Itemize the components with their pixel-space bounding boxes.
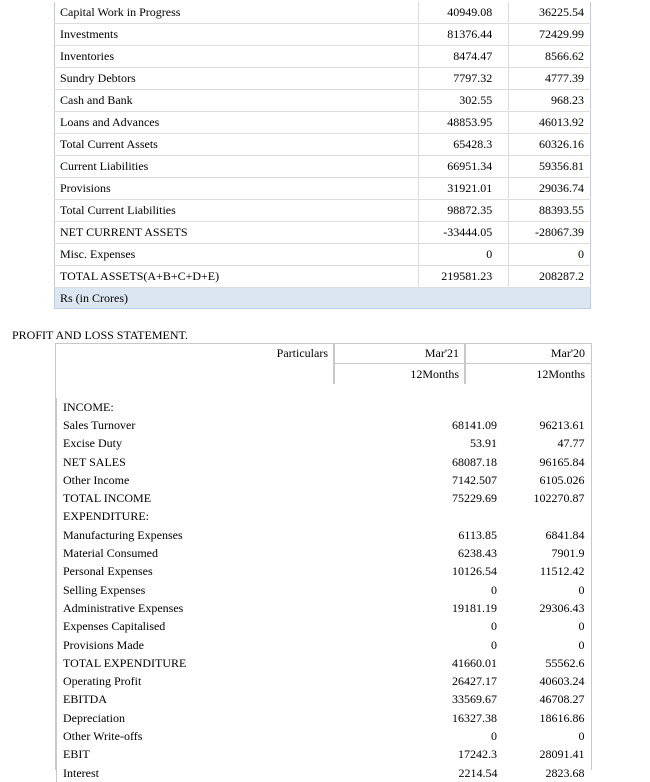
row-value-col1: 0 [490, 582, 497, 597]
row-label: Capital Work in Progress [55, 2, 419, 24]
row-value-col1: 8474.47 [419, 46, 509, 68]
table-row [57, 489, 591, 507]
row-value-col2: 208287.2 [509, 266, 591, 288]
column-gap [503, 563, 522, 581]
row-label: Operating Profit [57, 672, 377, 690]
row-value-col2 [522, 508, 590, 526]
table-row [57, 599, 591, 617]
row-value-col2: 0 [578, 619, 585, 634]
row-label: Manufacturing Expenses [57, 526, 377, 544]
row-value-col1: 41660.01 [451, 655, 497, 670]
row-value-col2: 2823.68 [545, 765, 585, 780]
row-label: TOTAL EXPENDITURE [57, 654, 377, 672]
table-row [57, 526, 591, 544]
row-value-col1 [377, 398, 504, 416]
row-value-col2: 60326.16 [509, 134, 591, 156]
row-value-col2: 11512.42 [539, 564, 585, 579]
column-gap [503, 471, 522, 489]
row-value-col1: 6238.43 [457, 546, 497, 561]
row-value-col2: 59356.81 [509, 156, 591, 178]
column-gap [503, 727, 522, 745]
row-value-col1: 81376.44 [419, 24, 509, 46]
row-label: TOTAL ASSETS(A+B+C+D+E) [55, 266, 419, 288]
row-value-col1: 66951.34 [419, 156, 509, 178]
row-value-col1: 26427.17 [451, 674, 497, 689]
column-gap [503, 746, 522, 764]
row-label: Material Consumed [57, 544, 377, 562]
row-label: Loans and Advances [55, 112, 419, 134]
column-gap [503, 453, 522, 471]
row-value-col2: 46013.92 [509, 112, 591, 134]
table-row [57, 709, 591, 727]
row-label: Inventories [55, 46, 419, 68]
particulars-header [55, 343, 335, 384]
row-label: Sundry Debtors [55, 68, 419, 90]
row-label: EBITDA [57, 691, 377, 709]
row-label: Total Current Liabilities [55, 200, 419, 222]
col2-period: Mar'20 [465, 344, 591, 364]
row-value-col2 [522, 398, 590, 416]
row-label: Provisions [55, 178, 419, 200]
row-value-col2: 36225.54 [509, 2, 591, 24]
table-row [57, 691, 591, 709]
row-value-col1: 219581.23 [419, 266, 509, 288]
table-row [57, 435, 591, 453]
table-row [57, 672, 591, 690]
table-row [55, 200, 591, 222]
table-row [57, 508, 591, 526]
row-value-col2: 46708.27 [539, 692, 585, 707]
row-value-col1: 48853.95 [419, 112, 509, 134]
pl-body [55, 383, 592, 780]
row-value-col1: 65428.3 [419, 134, 509, 156]
col1-header [333, 343, 466, 384]
column-gap [503, 654, 522, 672]
row-value-col1: 19181.19 [451, 600, 497, 615]
column-gap [503, 599, 522, 617]
row-label: Provisions Made [57, 636, 377, 654]
table-row [57, 764, 591, 782]
row-label: Expenses Capitalised [57, 618, 377, 636]
row-value-col2: 47.77 [557, 436, 585, 451]
column-gap [503, 691, 522, 709]
row-label: Other Income [57, 471, 377, 489]
column-gap [503, 416, 522, 434]
row-label: NET SALES [57, 453, 377, 471]
column-gap [503, 526, 522, 544]
table-row [57, 636, 591, 654]
row-value-col2: 6105.026 [539, 472, 585, 487]
table-row [55, 46, 591, 68]
table-row [55, 156, 591, 178]
column-gap [503, 398, 522, 416]
units-note: Rs (in Crores) [55, 288, 591, 309]
row-label: Total Current Assets [55, 134, 419, 156]
row-value-col1: 98872.35 [419, 200, 509, 222]
row-value-col2: 29306.43 [539, 600, 585, 615]
row-label: Cash and Bank [55, 90, 419, 112]
row-value-col1: 17242.3 [457, 747, 497, 762]
row-value-col2: 7901.9 [551, 546, 585, 561]
row-value-col2: 96165.84 [539, 454, 585, 469]
pl-table [56, 398, 591, 782]
row-value-col1: 31921.01 [419, 178, 509, 200]
row-value-col1: 10126.54 [451, 564, 497, 579]
table-row [57, 453, 591, 471]
row-value-col1: 16327.38 [451, 710, 497, 725]
row-value-col2: 96213.61 [539, 417, 585, 432]
column-gap [503, 672, 522, 690]
row-label: Administrative Expenses [57, 599, 377, 617]
table-row [57, 544, 591, 562]
row-value-col1: 68087.18 [451, 454, 497, 469]
row-value-col1: 2214.54 [458, 765, 498, 780]
row-label: INCOME: [57, 398, 377, 416]
col2-header [464, 343, 592, 384]
row-label: EBIT [57, 746, 377, 764]
column-gap [503, 764, 522, 782]
table-row [57, 471, 591, 489]
row-value-col2: 0 [578, 582, 585, 597]
row-value-col2: 102270.87 [533, 491, 585, 506]
row-value-col2: 0 [578, 637, 585, 652]
row-value-col2: 4777.39 [509, 68, 591, 90]
row-value-col1: 0 [490, 619, 497, 634]
table-row [55, 68, 591, 90]
table-row [55, 90, 591, 112]
table-row [55, 112, 591, 134]
row-value-col1: 68141.09 [451, 417, 497, 432]
column-gap [503, 581, 522, 599]
table-row [57, 654, 591, 672]
column-gap [503, 544, 522, 562]
row-label: Sales Turnover [57, 416, 377, 434]
row-value-col2: 8566.62 [509, 46, 591, 68]
row-value-col1: 75229.69 [451, 491, 497, 506]
col2-months: 12Months [536, 367, 585, 381]
table-row [55, 222, 591, 244]
column-gap [503, 709, 522, 727]
row-label: Excise Duty [57, 435, 377, 453]
table-row [55, 178, 591, 200]
row-label: NET CURRENT ASSETS [55, 222, 419, 244]
row-value-col2: 28091.41 [539, 747, 585, 762]
row-value-col1: -33444.05 [419, 222, 509, 244]
table-row [57, 746, 591, 764]
row-label: TOTAL INCOME [57, 489, 377, 507]
row-value-col2: 88393.55 [509, 200, 591, 222]
row-label: Current Liabilities [55, 156, 419, 178]
row-value-col2: 6841.84 [545, 527, 585, 542]
row-label: Interest [57, 764, 377, 782]
row-value-col1: 0 [490, 728, 497, 743]
row-value-col2: 40603.24 [539, 674, 585, 689]
table-row [55, 2, 591, 24]
row-label: Selling Expenses [57, 581, 377, 599]
table-row [57, 563, 591, 581]
column-gap [503, 435, 522, 453]
table-row [55, 266, 591, 288]
row-label: EXPENDITURE: [57, 508, 377, 526]
particulars-label: Particulars [276, 346, 328, 360]
row-value-col1: 33569.67 [451, 692, 497, 707]
row-value-col1 [377, 508, 504, 526]
table-row [57, 581, 591, 599]
table-row [55, 24, 591, 46]
row-value-col1: 7142.507 [451, 472, 497, 487]
row-value-col2: 72429.99 [509, 24, 591, 46]
table-row [57, 727, 591, 745]
table-row [55, 134, 591, 156]
row-label: Personal Expenses [57, 563, 377, 581]
row-value-col1: 6113.85 [458, 527, 497, 542]
row-label: Depreciation [57, 709, 377, 727]
row-value-col2: 29036.74 [509, 178, 591, 200]
row-value-col1: 40949.08 [419, 2, 509, 24]
row-value-col2: 55562.6 [545, 655, 585, 670]
row-value-col1: 53.91 [469, 436, 497, 451]
column-gap [503, 508, 522, 526]
row-value-col2: 0 [509, 244, 591, 266]
column-gap [503, 618, 522, 636]
row-value-col1: 0 [490, 637, 497, 652]
table-row [55, 244, 591, 266]
col1-months: 12Months [410, 367, 459, 381]
table-row [57, 618, 591, 636]
column-gap [503, 489, 522, 507]
table-footer-row [55, 288, 591, 309]
column-gap [503, 636, 522, 654]
table-row [57, 416, 591, 434]
row-value-col2: 968.23 [509, 90, 591, 112]
table-row [57, 398, 591, 416]
pl-title: PROFIT AND LOSS STATEMENT. [12, 328, 188, 342]
row-value-col2: 0 [578, 728, 585, 743]
col1-period: Mar'21 [334, 344, 465, 364]
row-value-col1: 7797.32 [419, 68, 509, 90]
row-value-col2: 18616.86 [539, 710, 585, 725]
row-value-col1: 0 [419, 244, 509, 266]
balance-sheet-table [54, 2, 591, 309]
row-label: Other Write-offs [57, 727, 377, 745]
row-label: Misc. Expenses [55, 244, 419, 266]
row-label: Investments [55, 24, 419, 46]
row-value-col2: -28067.39 [509, 222, 591, 244]
row-value-col1: 302.55 [419, 90, 509, 112]
